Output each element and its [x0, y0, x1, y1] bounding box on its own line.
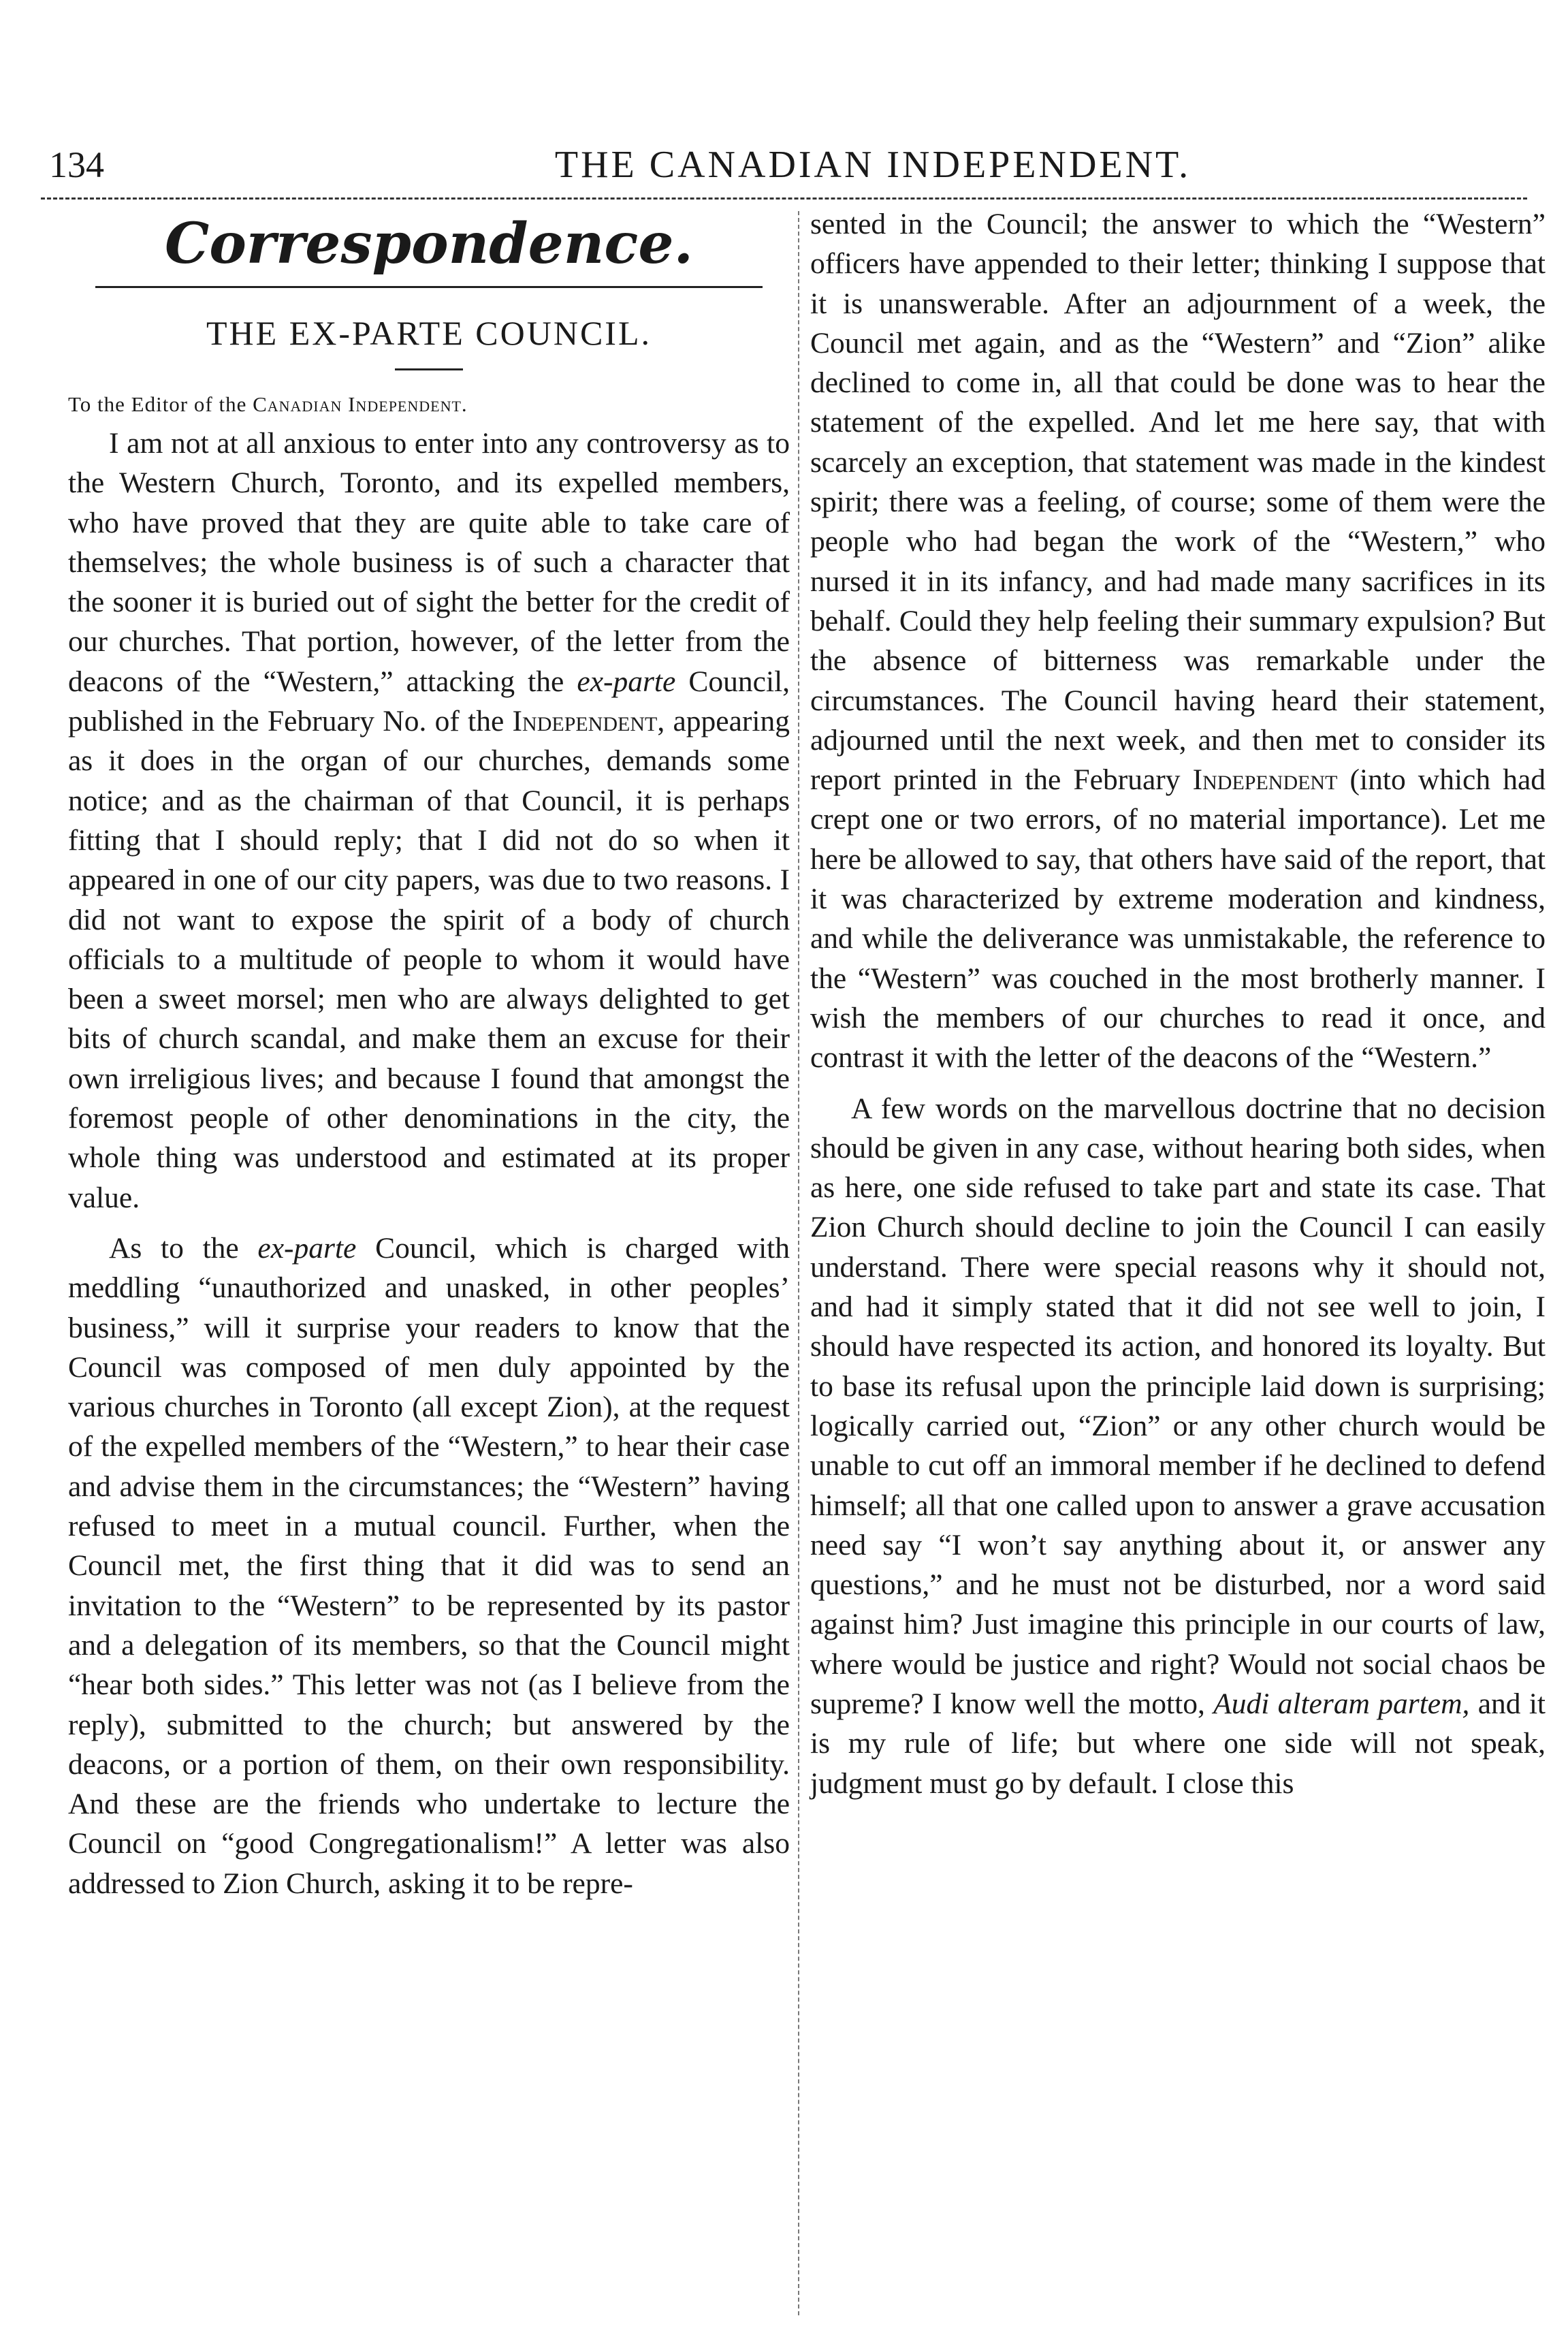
- article-title: THE EX-PARTE COUNCIL.: [206, 314, 652, 352]
- right-p1-journal-ref: Independent: [1192, 763, 1338, 797]
- left-p1-text-a: I am not at all anxious to enter into any controversy as to the Western Church, Toronto, and its expelled members, who have proved that they are quite able to take care of themselves; the whole business is of such a character that the sooner it is buried out of sight the better for the credit of our churches. That portion, however, of the letter from the deacons of the “Western,” attacking the: [68, 427, 790, 698]
- left-p2-text-b: Council, which is charged with meddling “unauthorized and unasked, in other peoples’ business,” will it surprise your readers to know that the Council was composed of men duly appointed by the various churches in Toronto (all except Zion), at the request of the expelled members of the “Western,” to hear their case and advise them in the circumstances; the “Western” having refused to meet in a mutual council. Further, when the Council met, the first thing that it did was to send an invitation to the “Western” to be represented by its pastor and a delegation of its members, so that the Council might “hear both sides.” This letter was not (as I believe from the reply), submitted to the church; but answered by the deacons, or a portion of them, on their own responsibility. And these are the friends who undertake to lecture the Council on “good Congregationalism!” A letter was also addressed to Zion Church, asking it to be repre-: [68, 1231, 790, 1900]
- left-p1-text-b: Council, published in the February No. of the: [68, 665, 790, 738]
- salutation: [68, 390, 790, 419]
- journal-title: THE CANADIAN INDEPENDENT.: [554, 144, 1191, 186]
- right-p1-text-b: (into which had crept one or two errors, of no material importance). Let me here be allowed to say, that others have said of the report, that it was characterized by extreme moderation and kindness, and while the deliverance was unmistakable, the reference to the “Western” was couched in the most brotherly manner. I wish the members of our churches to read it once, and contrast it with the letter of the deacons of the “Western.”: [810, 763, 1546, 1075]
- column-divider: [798, 211, 799, 2315]
- left-p2-text-a: As to the: [109, 1231, 239, 1265]
- page-number: 134: [49, 144, 104, 185]
- salutation-prefix: To the Editor of the: [68, 392, 253, 416]
- running-head: [49, 143, 1527, 191]
- left-paragraph-1: [68, 424, 790, 1218]
- right-p2-emphasis: Audi alteram partem,: [1213, 1687, 1470, 1720]
- section-rule: [95, 286, 763, 288]
- right-p2-text-a: A few words on the marvellous doctrine that no decision should be given in any case, without hearing both sides, when as here, one side refused to take part and state its case. That Zion Church should decline to join the Council I can easily understand. There were special reasons why it should not, and had it simply stated that it did not see well to join, I should have respected its action, and honored its loyalty. But to base its refusal upon the principle laid down is surprising; logically carried out, “Zion” or any other church would be unable to cut off an immoral member if he declined to defend himself; all that one called upon to answer a grave accusation need say “I won’t say anything about it, or answer any questions,” and he must not be disturbed, nor a word said against him? Just imagine this principle in our courts of law, where would be justice and right? Would not social chaos be supreme? I know well the motto,: [810, 1092, 1546, 1720]
- header-rule: [41, 197, 1527, 200]
- right-p2-text-b: and it is my rule of life; but where one side will not speak, judgment must go by default. I close this: [810, 1687, 1546, 1800]
- right-paragraph-1: [810, 204, 1546, 1078]
- left-column: [68, 204, 790, 1903]
- section-title: Correspondence.: [164, 211, 694, 276]
- salutation-journal: Canadian Independent.: [253, 392, 468, 416]
- left-p1-emphasis: ex-parte: [577, 665, 676, 698]
- left-p1-journal-ref: Independent,: [512, 705, 665, 738]
- right-column: [810, 204, 1546, 1803]
- article-rule: [395, 368, 463, 370]
- left-p2-emphasis: ex-parte: [257, 1231, 357, 1265]
- left-paragraph-2: [68, 1228, 790, 1903]
- right-paragraph-2: [810, 1089, 1546, 1803]
- right-p1-text-a: sented in the Council; the answer to which the “Western” officers have appended to their letter; thinking I suppose that it is unanswerable. After an adjournment of a week, the Council met again, and as the “Western” and “Zion” alike declined to come in, all that could be done was to hear the statement of the expelled. And let me here say, that with scarcely an exception, that statement was made in the kindest spirit; there was a feeling, of course; some of them were the people who had began the work of the “Western,” who nursed it in its infancy, and had made many sacrifices in its behalf. Could they help feeling their summary expulsion? But the absence of bitterness was remarkable under the circumstances. The Council having heard their statement, adjourned until the next week, and then met to consider its report printed in the February: [810, 208, 1546, 797]
- left-p1-text-c: appearing as it does in the organ of our churches, demands some notice; and as the chairman of that Council, it is perhaps fitting that I should reply; that I did not do so when it appeared in one of our city papers, was due to two reasons. I did not want to expose the spirit of a body of church officials to a multitude of people to whom it would have been a sweet morsel; men who are always delighted to get bits of church scandal, and make them an excuse for their own irreligious lives; and because I found that amongst the foremost people of other denominations in the city, the whole thing was understood and estimated at its proper value.: [68, 705, 790, 1214]
